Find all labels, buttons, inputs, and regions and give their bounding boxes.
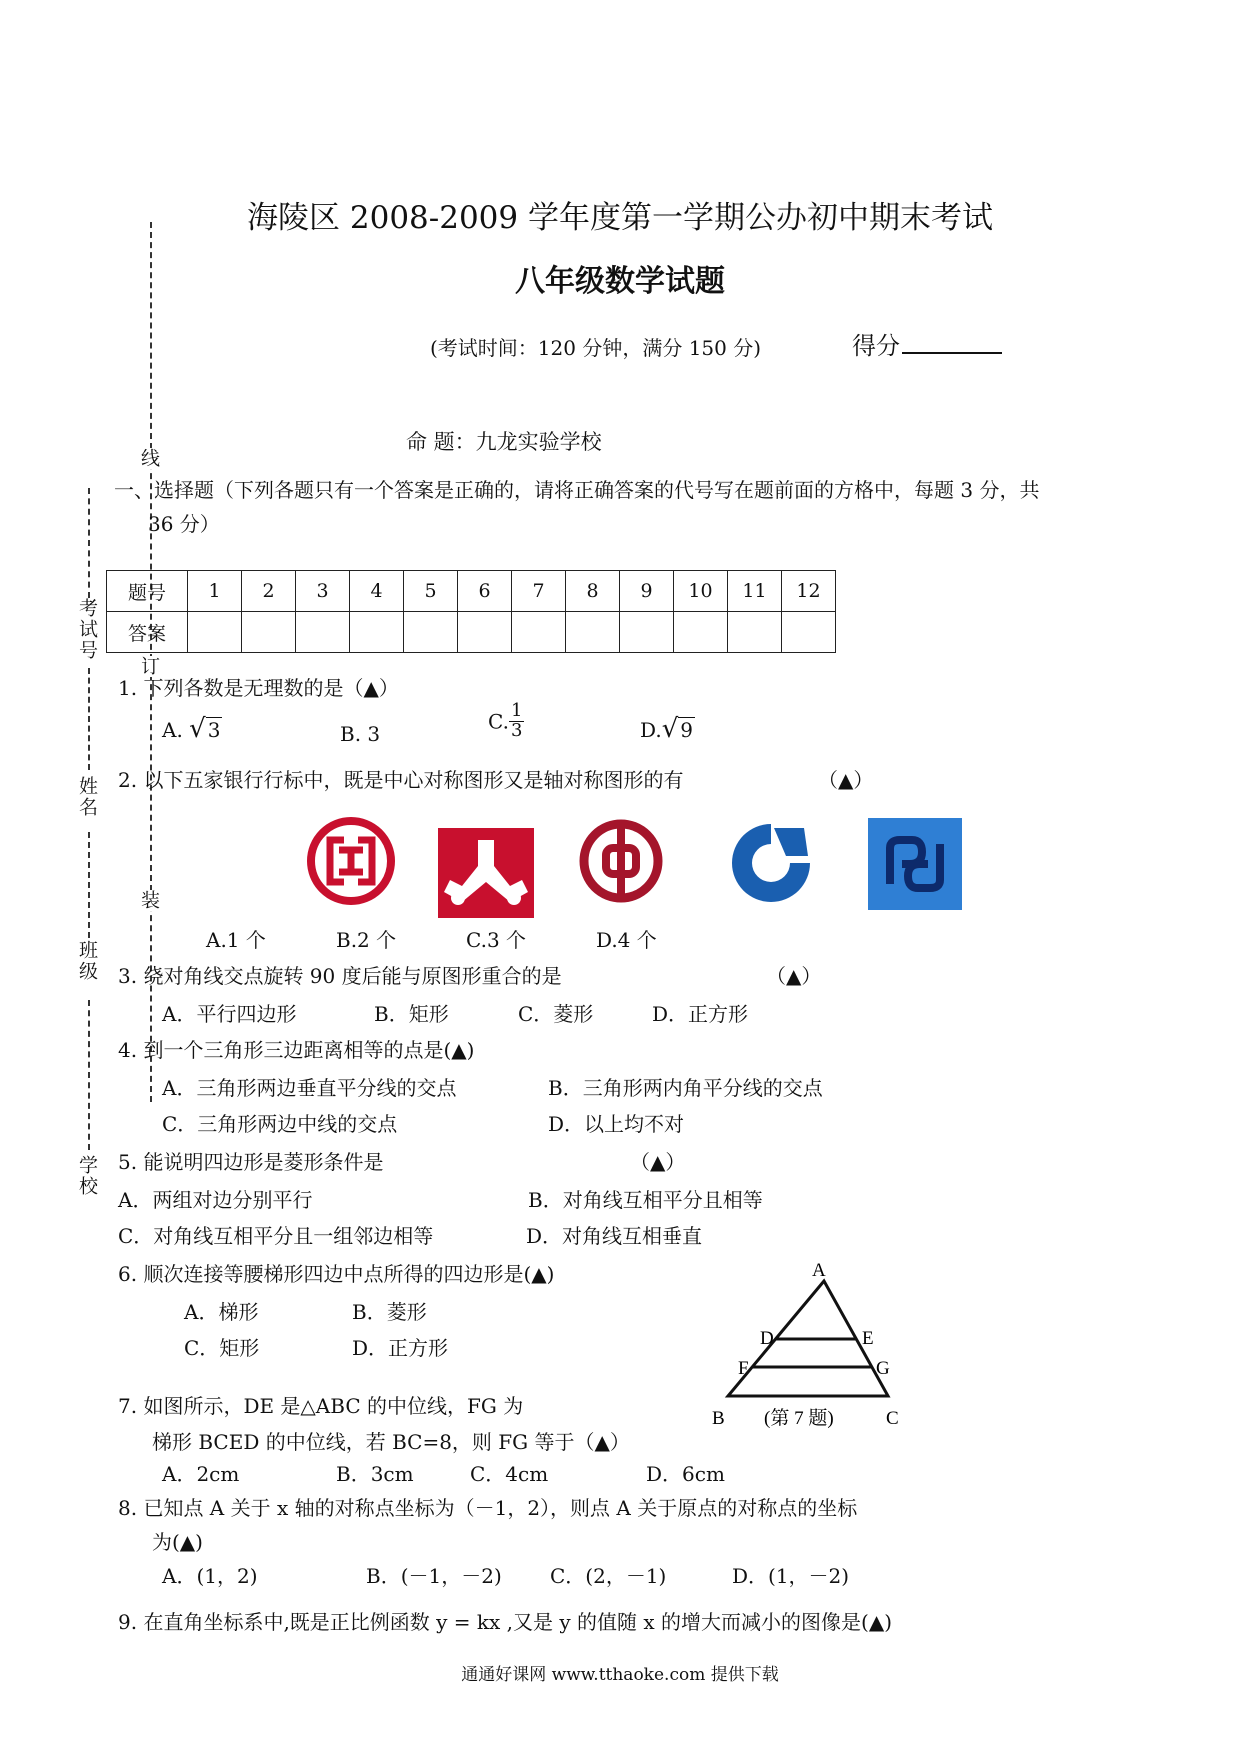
q1-option-d-value: 9 <box>680 718 693 742</box>
q8-line-2: 为(▲) <box>152 1530 203 1554</box>
bank-logo-spdb-icon <box>868 818 962 910</box>
q5-answer-mark: （▲） <box>630 1150 686 1174</box>
table-cell: 6 <box>458 571 512 612</box>
q8-option-b: B．(－1，－2) <box>366 1564 502 1588</box>
q2-stem: 2. 以下五家银行行标中，既是中心对称图形又是轴对称图形的有 <box>118 768 684 792</box>
q5-option-b: B．对角线互相平分且相等 <box>528 1188 763 1212</box>
margin-label-name: 姓名 <box>76 776 98 818</box>
q3-option-c: C．菱形 <box>518 1002 594 1026</box>
q3-answer-mark: （▲） <box>766 964 822 988</box>
q6-option-d: D．正方形 <box>352 1336 449 1360</box>
table-cell: 2 <box>242 571 296 612</box>
margin-label-class: 班级 <box>76 940 98 982</box>
q7-point-b: B <box>712 1408 725 1429</box>
q7-option-b: B．3cm <box>336 1462 414 1486</box>
q1-option-c-numerator: 1 <box>510 700 523 721</box>
q6-stem: 6. 顺次连接等腰梯形四边中点所得的四边形是(▲) <box>118 1262 555 1286</box>
score-label: 得分 <box>852 332 900 360</box>
q3-stem: 3. 绕对角线交点旋转 90 度后能与原图形重合的是 <box>118 964 562 988</box>
q3-option-a: A．平行四边形 <box>162 1002 297 1026</box>
table-cell: 12 <box>782 571 836 612</box>
answer-cell[interactable] <box>188 612 242 653</box>
q1-option-d: D.√ 9 <box>640 714 693 744</box>
author-line: 命 题：九龙实验学校 <box>406 430 602 454</box>
answer-cell[interactable] <box>620 612 674 653</box>
q7-point-e: E <box>862 1328 874 1349</box>
answer-cell[interactable] <box>674 612 728 653</box>
bank-logo-icbc-icon <box>306 816 396 906</box>
answer-cell[interactable] <box>458 612 512 653</box>
q7-option-c: C．4cm <box>470 1462 549 1486</box>
q1-option-a-letter: A. <box>162 718 183 742</box>
bank-logo-boc-icon <box>578 818 664 904</box>
answer-table <box>106 570 836 653</box>
q4-option-c: C．三角形两边中线的交点 <box>162 1112 398 1136</box>
answer-cell[interactable] <box>566 612 620 653</box>
q9-stem: 9. 在直角坐标系中,既是正比例函数 y = kx ,又是 y 的值随 x 的增大而减小的图像是(▲) <box>118 1610 893 1634</box>
margin-field-line-4 <box>88 1000 90 1150</box>
table-cell: 5 <box>404 571 458 612</box>
q4-stem: 4. 到一个三角形三边距离相等的点是(▲) <box>118 1038 475 1062</box>
margin-label-exam-number: 考试号 <box>76 598 98 661</box>
q5-stem: 5. 能说明四边形是菱形条件是 <box>118 1150 384 1174</box>
q2-option-c: C.3 个 <box>466 928 527 952</box>
answer-table-answer-row <box>107 612 836 653</box>
q8-option-c: C．(2，－1) <box>550 1564 667 1588</box>
binding-mark-ding: 订 <box>136 656 163 677</box>
q1-option-c <box>488 702 524 741</box>
table-cell: 10 <box>674 571 728 612</box>
answer-cell[interactable] <box>242 612 296 653</box>
q1-stem: 1. 下列各数是无理数的是（▲） <box>118 676 399 700</box>
q7-option-d: D．6cm <box>646 1462 725 1486</box>
q7-point-c: C <box>886 1408 899 1429</box>
q1-option-c-letter: C. <box>488 709 509 734</box>
q7-point-d: D <box>760 1328 774 1349</box>
q7-line-1: 7. 如图所示，DE 是△ABC 的中位线，FG 为 <box>118 1394 524 1418</box>
q8-option-d: D．(1，－2) <box>732 1564 850 1588</box>
q3-option-b: B．矩形 <box>374 1002 449 1026</box>
q4-option-d: D．以上均不对 <box>548 1112 685 1136</box>
exam-info: (考试时间：120 分钟，满分 150 分) <box>430 336 762 360</box>
q5-option-c: C．对角线互相平分且一组邻边相等 <box>118 1224 434 1248</box>
table-cell: 11 <box>728 571 782 612</box>
page-title: 海陵区 2008-2009 学年度第一学期公办初中期末考试 <box>247 200 993 236</box>
q6-option-a: A．梯形 <box>184 1300 259 1324</box>
q1-option-a-value: 3 <box>207 718 221 742</box>
bank-logo-ccb-icon <box>726 818 816 908</box>
q2-option-b: B.2 个 <box>336 928 397 952</box>
q1-option-c-denominator: 3 <box>510 719 523 741</box>
answer-cell[interactable] <box>782 612 836 653</box>
q1-option-a: A. √ 3 <box>162 714 221 744</box>
section-intro-line-1: 一、选择题（下列各题只有一个答案是正确的，请将正确答案的代号写在题前面的方格中，每题 3 分，共 <box>114 478 1040 502</box>
q6-option-c: C．矩形 <box>184 1336 260 1360</box>
page-footer: 通通好课网 www.tthaoke.com 提供下载 <box>461 1665 779 1685</box>
q4-option-b: B．三角形两内角平分线的交点 <box>548 1076 823 1100</box>
q7-triangle-figure <box>700 1248 920 1438</box>
q8-option-a: A．(1，2) <box>162 1564 258 1588</box>
q2-answer-mark: （▲） <box>818 768 874 792</box>
page-subtitle: 八年级数学试题 <box>515 264 725 299</box>
table-header-answer: 答案 <box>107 612 188 653</box>
answer-cell[interactable] <box>728 612 782 653</box>
q3-option-d: D．正方形 <box>652 1002 749 1026</box>
q2-option-a: A.1 个 <box>206 928 266 952</box>
q8-line-1: 8. 已知点 A 关于 x 轴的对称点坐标为（－1，2），则点 A 关于原点的对称点的坐标 <box>118 1496 858 1520</box>
q1-option-b: B. 3 <box>340 722 381 746</box>
bank-logo-abc-icon <box>438 828 534 918</box>
q7-point-a: A <box>812 1260 826 1281</box>
answer-cell[interactable] <box>296 612 350 653</box>
q4-option-a: A．三角形两边垂直平分线的交点 <box>162 1076 457 1100</box>
q7-figure-caption: (第 7 题) <box>764 1408 834 1429</box>
q5-option-a: A．两组对边分别平行 <box>118 1188 313 1212</box>
margin-label-school: 学校 <box>76 1155 98 1197</box>
margin-field-line-1 <box>88 488 90 598</box>
margin-field-line-2 <box>88 668 90 770</box>
section-intro-line-2: 36 分） <box>148 512 220 536</box>
q7-line-2: 梯形 BCED 的中位线，若 BC=8，则 FG 等于（▲） <box>152 1430 630 1454</box>
table-cell: 9 <box>620 571 674 612</box>
table-cell: 4 <box>350 571 404 612</box>
q7-option-a: A．2cm <box>162 1462 240 1486</box>
table-cell: 3 <box>296 571 350 612</box>
score-field <box>852 326 1002 361</box>
binding-mark-xian: 线 <box>136 448 163 469</box>
answer-cell[interactable] <box>404 612 458 653</box>
binding-mark-zhuang: 装 <box>136 890 163 911</box>
q2-option-d: D.4 个 <box>596 928 657 952</box>
answer-table-number-row <box>107 571 836 612</box>
table-header-question-number: 题号 <box>107 571 188 612</box>
q5-option-d: D．对角线互相垂直 <box>526 1224 703 1248</box>
table-cell: 1 <box>188 571 242 612</box>
q6-option-b: B．菱形 <box>352 1300 427 1324</box>
q7-point-f: F <box>738 1358 749 1379</box>
margin-field-line-3 <box>88 832 90 938</box>
answer-cell[interactable] <box>512 612 566 653</box>
q1-option-d-letter: D. <box>640 718 662 742</box>
table-cell: 7 <box>512 571 566 612</box>
table-cell: 8 <box>566 571 620 612</box>
q7-point-g: G <box>876 1358 890 1379</box>
answer-cell[interactable] <box>350 612 404 653</box>
